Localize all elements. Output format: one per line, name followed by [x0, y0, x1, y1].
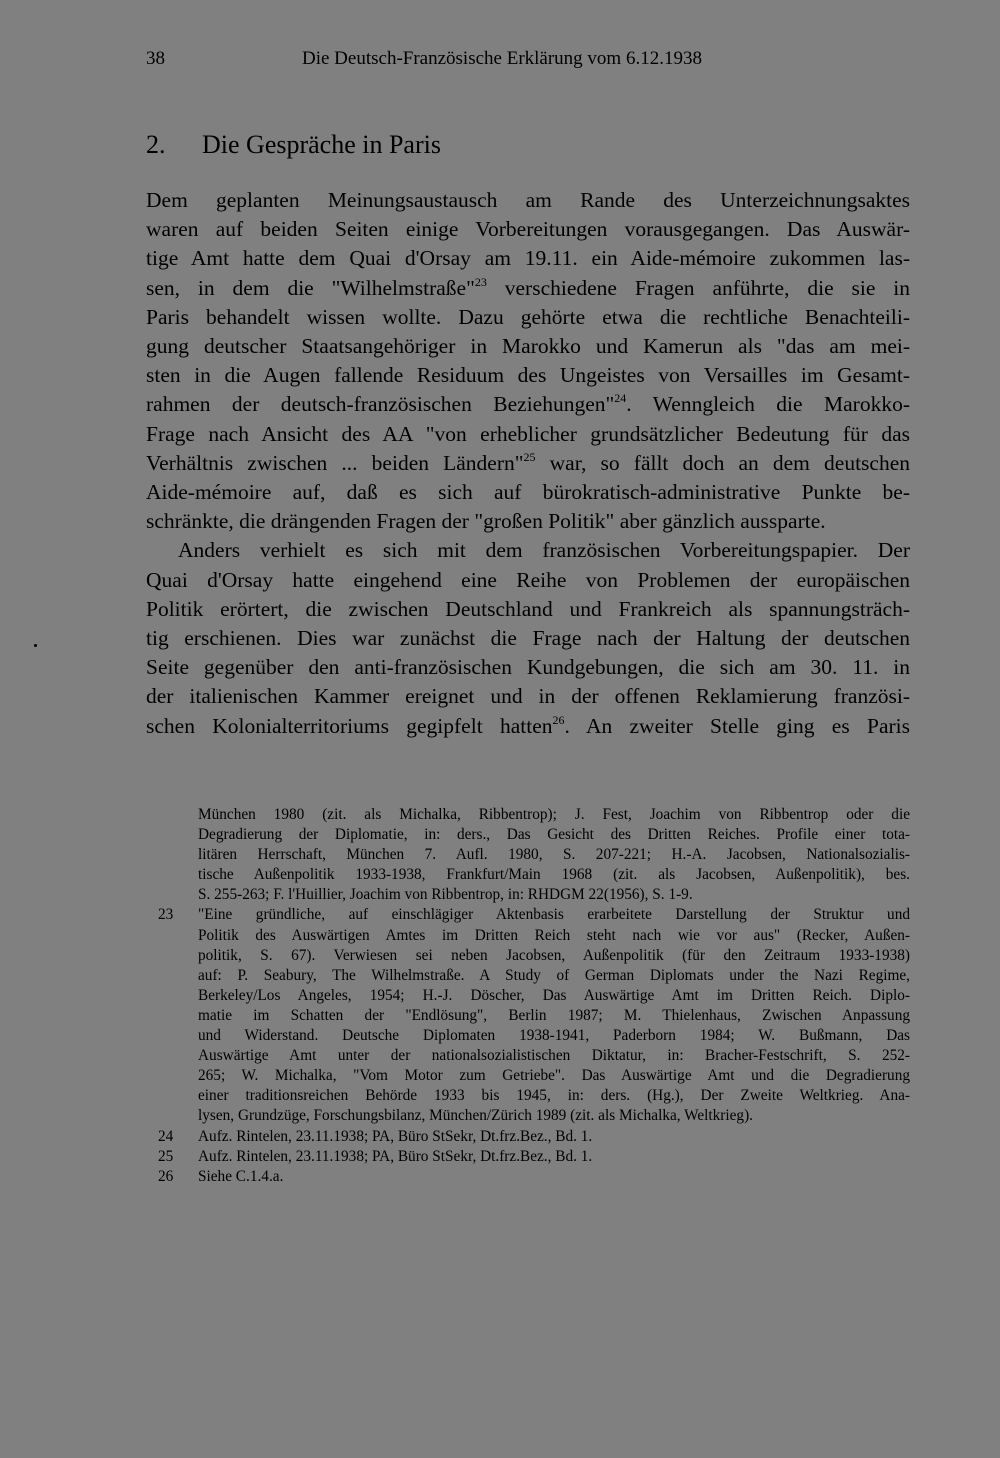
footnote-line: Degradierung der Diplomatie, in: ders., Das Gesicht des Dritten Reiches. Profile einer tota- [198, 826, 910, 844]
footnote-line: Aufz. Rintelen, 23.11.1938; PA, Büro StSekr, Dt.frz.Bez., Bd. 1. [198, 1147, 593, 1165]
text-segment: rahmen der deutsch-französischen Beziehungen" [146, 392, 615, 417]
footnote-line: S. 255-263; F. l'Huillier, Joachim von Ribbentrop, in: RHDGM 22(1956), S. 1-9. [198, 886, 693, 904]
text-line: Aide-mémoire auf, daß es sich auf bürokratisch-administrative Punkte be- [146, 480, 910, 505]
text-line: sten in die Augen fallende Residuum des Ungeistes von Versailles im Gesamt- [146, 363, 910, 388]
footnote-number: 23 [158, 906, 174, 924]
footnote-ref-24: 24 [614, 391, 627, 406]
footnote-24 [146, 1127, 910, 1147]
text-segment: . Wenngleich die Marokko- [626, 392, 910, 417]
footnote-number: 25 [158, 1147, 174, 1165]
text-segment: Verhältnis zwischen ... beiden Ländern" [146, 450, 524, 475]
section-heading [146, 129, 441, 161]
footnote-26 [146, 1167, 910, 1187]
footnote-25 [146, 1147, 910, 1167]
footnote-line: litären Herrschaft, München 7. Aufl. 1980, S. 207-221; H.-A. Jacobsen, Nationalsozialis- [198, 846, 910, 864]
text-line: Anders verhielt es sich mit dem französischen Vorbereitungspapier. Der [178, 538, 910, 563]
footnote-line: matie im Schatten der "Endlösung", Berlin 1987; M. Thielenhaus, Zwischen Anpassung [198, 1006, 910, 1024]
text-line: Quai d'Orsay hatte eingehend eine Reihe von Problemen der europäischen [146, 567, 910, 592]
text-segment: verschiedene Fragen anführte, die sie in [486, 275, 910, 300]
footnote-number: 24 [158, 1127, 174, 1145]
page-number: 38 [146, 48, 165, 69]
text-line: schränkte, die drängenden Fragen der "großen Politik" aber gänzlich aussparte. [146, 509, 826, 534]
section-title: Die Gespräche in Paris [202, 130, 441, 159]
footnote-line: lysen, Grundzüge, Forschungsbilanz, München/Zürich 1989 (zit. als Michalka, Weltkrieg). [198, 1107, 753, 1125]
text-line [146, 274, 910, 303]
paragraph-1 [146, 186, 910, 536]
footnote-line: 265; W. Michalka, "Vom Motor zum Getriebe". Das Auswärtige Amt und die Degradierung [198, 1067, 910, 1085]
text-segment: war, so fällt doch an dem deutschen [535, 450, 910, 475]
scan-speck [34, 644, 37, 647]
footnote-line: tische Außenpolitik 1933-1938, Frankfurt/Main 1968 (zit. als Jacobsen, Außenpolitik), bes. [198, 866, 910, 884]
text-segment: sen, in dem die "Wilhelmstraße" [146, 275, 475, 300]
footnote-continuation [146, 805, 910, 905]
text-segment: schen Kolonialterritoriums gegipfelt hatten [146, 713, 553, 738]
text-line [146, 390, 910, 419]
footnote-line: einer traditionsreichen Behörde 1933 bis 1945, in: ders. (Hg.), Der Zweite Weltkrieg. Ana- [198, 1087, 910, 1105]
text-line [146, 712, 910, 741]
footnote-line: München 1980 (zit. als Michalka, Ribbentrop); J. Fest, Joachim von Ribbentrop oder die [198, 806, 910, 823]
footnote-ref-25: 25 [523, 449, 536, 464]
footnote-line: Siehe C.1.4.a. [198, 1167, 284, 1185]
text-line [146, 449, 910, 478]
footnote-line: und Widerstand. Deutsche Diplomaten 1938-1941, Paderborn 1984; W. Bußmann, Das [198, 1027, 910, 1045]
footnote-line: Auswärtige Amt unter der nationalsozialistischen Diktatur, in: Bracher-Festschrift, S. 252- [198, 1047, 910, 1065]
text-line: tige Amt hatte dem Quai d'Orsay am 19.11. ein Aide-mémoire zukommen las- [146, 246, 910, 271]
text-line: Dem geplanten Meinungsaustausch am Rande des Unterzeichnungsaktes [146, 188, 910, 212]
text-line: tig erschienen. Dies war zunächst die Frage nach der Haltung der deutschen [146, 626, 910, 651]
text-segment: . An zweiter Stelle ging es Paris [564, 713, 910, 738]
paragraph-2 [146, 536, 910, 740]
text-line: Seite gegenüber den anti-französischen Kundgebungen, die sich am 30. 11. in [146, 655, 910, 680]
section-number: 2. [146, 130, 166, 159]
footnote-line: auf: P. Seabury, The Wilhelmstraße. A Study of German Diplomats under the Nazi Regime, [198, 966, 910, 984]
footnote-number: 26 [158, 1167, 174, 1185]
footnote-23 [146, 905, 910, 1126]
text-line: gung deutscher Staatsangehöriger in Marokko und Kamerun als "das am mei- [146, 334, 910, 359]
text-line: Paris behandelt wissen wollte. Dazu gehörte etwa die rechtliche Benachteili- [146, 304, 910, 329]
footnote-ref-26: 26 [552, 712, 565, 727]
running-title: Die Deutsch-Französische Erklärung vom 6.12.1938 [302, 48, 702, 69]
footnote-line: Politik des Auswärtigen Amtes im Dritten Reich steht nach wie vor aus" (Recker, Außen- [198, 926, 910, 944]
text-line: Frage nach Ansicht des AA "von erheblicher grundsätzlicher Bedeutung für das [146, 421, 910, 446]
text-line: waren auf beiden Seiten einige Vorbereitungen vorausgegangen. Das Auswär- [146, 217, 910, 242]
footnote-line: politik, S. 67). Verwiesen sei neben Jacobsen, Außenpolitik (für den Zeitraum 1933-1938) [198, 946, 910, 964]
text-line: Politik erörtert, die zwischen Deutschland und Frankreich als spannungsträch- [146, 596, 910, 621]
running-header [146, 47, 906, 71]
footnote-ref-23: 23 [474, 274, 487, 289]
footnote-line: Aufz. Rintelen, 23.11.1938; PA, Büro StSekr, Dt.frz.Bez., Bd. 1. [198, 1127, 593, 1145]
body-text [146, 186, 910, 741]
footnotes [146, 805, 910, 1187]
text-line: der italienischen Kammer ereignet und in der offenen Reklamierung französi- [146, 684, 910, 709]
footnote-line: Berkeley/Los Angeles, 1954; H.-J. Döscher, Das Auswärtige Amt im Dritten Reich. Diplo- [198, 986, 910, 1004]
footnote-line: "Eine gründliche, auf einschlägiger Aktenbasis erarbeitete Darstellung der Struktur und [198, 906, 910, 924]
